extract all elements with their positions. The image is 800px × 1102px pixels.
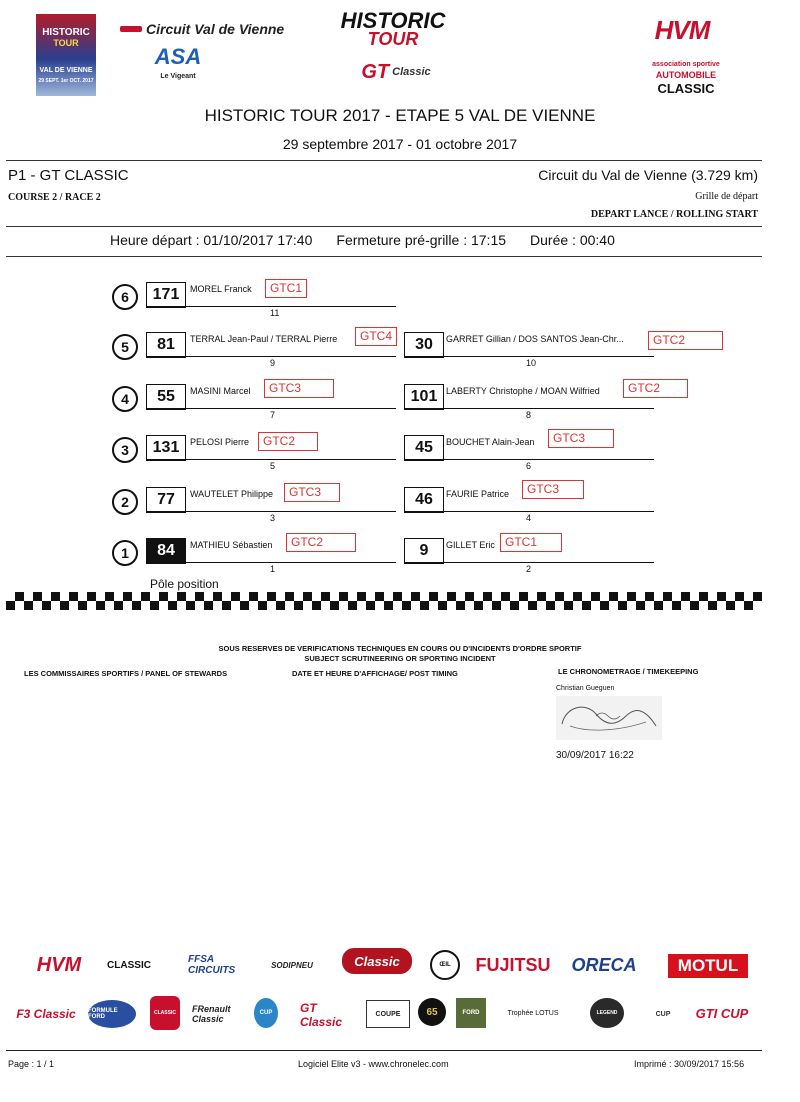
timekeeper-date: 30/09/2017 16:22 xyxy=(556,750,634,761)
class-badge: GTC2 xyxy=(258,432,318,451)
driver-name: MASINI Marcel xyxy=(190,386,251,396)
circuit-label: Circuit du Val de Vienne (3.729 km) xyxy=(538,167,758,183)
checkered-flag-band xyxy=(6,592,762,610)
f3-classic-logo: F3 Classic xyxy=(16,1007,76,1021)
reserve-line1: SOUS RESERVES DE VERIFICATIONS TECHNIQUES EN COURS OU D'INCIDENTS D'ORDRE SPORTIF xyxy=(218,644,582,653)
class-badge: GTC2 xyxy=(623,379,688,398)
gti-cup-logo: GTI CUP xyxy=(695,1005,749,1021)
class-badge: GTC4 xyxy=(355,327,397,346)
asac-line1: association sportive xyxy=(652,60,720,68)
class-badge: GTC3 xyxy=(522,480,584,499)
poster-line4: 29 SEPT. 1er OCT. 2017 xyxy=(38,78,94,84)
class-badge: GTC2 xyxy=(648,331,723,350)
motul-sponsor-logo: MOTUL xyxy=(668,954,748,978)
pole-position-label: Pôle position xyxy=(150,577,219,591)
asa-logo xyxy=(150,46,206,88)
grid-position: 5 xyxy=(270,461,276,471)
grid-slot-line xyxy=(404,356,654,357)
class-badge: GTC3 xyxy=(548,429,614,448)
event-dates: 29 septembre 2017 - 01 octobre 2017 xyxy=(282,136,518,152)
duration: Durée : 00:40 xyxy=(530,232,615,248)
grid-slot-line xyxy=(404,511,654,512)
car-number: 55 xyxy=(146,384,186,410)
hvm-sponsor-logo: HVM xyxy=(36,953,82,976)
page-number: Page : 1 / 1 xyxy=(8,1059,55,1069)
grid-row-number: 1 xyxy=(112,540,138,566)
car-number: 131 xyxy=(146,435,186,461)
event-poster-logo xyxy=(36,14,96,96)
grid-position: 10 xyxy=(526,358,537,368)
grid-slot-line xyxy=(404,562,654,563)
poster-line2: TOUR xyxy=(53,38,79,48)
asa-logo-main: ASA xyxy=(154,44,202,69)
classic-shield-logo: CLASSIC xyxy=(150,996,180,1030)
circuit-val-de-vienne-logo xyxy=(120,20,290,38)
grid-title: Grille de départ xyxy=(695,191,758,202)
class-badge: GTC1 xyxy=(500,533,562,552)
car-number: 46 xyxy=(404,487,444,513)
pole-car-number: 84 xyxy=(146,538,186,564)
divider xyxy=(6,256,762,257)
frenault-classic-logo: FRenault Classic xyxy=(192,1004,231,1024)
classic-badge-logo: Classic xyxy=(342,948,412,974)
grid-row-number: 2 xyxy=(112,489,138,515)
cup-badge-logo: CUP xyxy=(254,998,278,1028)
driver-name: GILLET Eric xyxy=(446,540,495,550)
class-badge: GTC3 xyxy=(264,379,334,398)
grid-slot-line xyxy=(146,306,396,307)
grid-slot-line xyxy=(146,408,396,409)
grid-position: 3 xyxy=(270,513,276,523)
category-label: P1 - GT CLASSIC xyxy=(8,167,129,184)
car-number: 77 xyxy=(146,487,186,513)
driver-name: TERRAL Jean-Paul / TERRAL Pierre xyxy=(190,334,338,344)
start-time: Heure départ : 01/10/2017 17:40 xyxy=(110,232,313,248)
asac-line2: AUTOMOBILE xyxy=(655,69,717,80)
timekeeper-name: Christian Gueguen xyxy=(556,685,615,692)
asac-line3: CLASSIC xyxy=(657,80,715,96)
asa-classic-logo xyxy=(646,60,726,96)
grid-position: 7 xyxy=(270,410,276,420)
grid-slot-line xyxy=(146,562,396,563)
poster-line1: HISTORIC xyxy=(42,27,90,38)
driver-name: WAUTELET Philippe xyxy=(190,489,274,499)
grid-position: 9 xyxy=(270,358,276,368)
driver-name: FAURIE Patrice xyxy=(446,489,510,499)
formule-ford-logo: FORMULE FORD xyxy=(88,1000,136,1028)
grid-position: 4 xyxy=(526,513,532,523)
65-badge-logo: 65 xyxy=(418,998,446,1026)
page-title: HISTORIC TOUR 2017 - ETAPE 5 VAL DE VIENNE xyxy=(204,106,596,125)
grid-slot-line xyxy=(146,459,396,460)
sodipneu-sponsor-logo: SODIPNEU xyxy=(271,960,313,970)
pregrid-close: Fermeture pré-grille : 17:15 xyxy=(336,232,507,248)
cup-text-logo: CUP xyxy=(655,1010,671,1018)
grid-position: 6 xyxy=(526,461,532,471)
software-credit: Logiciel Elite v3 - www.chronelec.com xyxy=(298,1059,449,1069)
timekeeping-label: LE CHRONOMETRAGE / TIMEKEEPING xyxy=(558,667,699,676)
historic-logo-word2: TOUR xyxy=(367,29,419,49)
driver-name: BOUCHET Alain-Jean xyxy=(446,437,535,447)
printed-date: Imprimé : 30/09/2017 15:56 xyxy=(634,1059,745,1069)
grid-row-number: 5 xyxy=(112,334,138,360)
driver-name: GARRET Gillian / DOS SANTOS Jean-Chr... xyxy=(446,334,624,344)
signature-image xyxy=(556,696,662,740)
gt-classic-sponsor-logo: GT Classic xyxy=(300,1001,343,1029)
car-number: 45 xyxy=(404,435,444,461)
posting-label: DATE ET HEURE D'AFFICHAGE/ POST TIMING xyxy=(292,669,458,678)
driver-name: LABERTY Christophe / MOAN Wilfried xyxy=(446,386,600,396)
car-number: 171 xyxy=(146,282,186,308)
grid-row-number: 3 xyxy=(112,437,138,463)
car-number: 81 xyxy=(146,332,186,358)
grid-slot-line xyxy=(404,408,654,409)
circuit-logo-text: Circuit Val de Vienne xyxy=(146,21,285,37)
grid-row-number: 4 xyxy=(112,386,138,412)
grid-row-number: 6 xyxy=(112,284,138,310)
divider xyxy=(6,226,762,227)
fujitsu-sponsor-logo: FUJITSU xyxy=(475,954,551,975)
class-badge: GTC2 xyxy=(286,533,356,552)
grid-slot-line xyxy=(146,356,396,357)
stewards-label: LES COMMISSAIRES SPORTIFS / PANEL OF STEWARDS xyxy=(24,669,228,678)
driver-name: MATHIEU Sébastien xyxy=(190,540,273,550)
coupe-logo: COUPE xyxy=(366,1000,410,1028)
car-number: 101 xyxy=(404,384,444,410)
classic-sponsor-logo: CLASSIC xyxy=(107,959,151,971)
grid-position: 11 xyxy=(270,308,280,318)
timing-bar xyxy=(110,232,615,248)
hvm-logo-text: HVM xyxy=(654,14,710,45)
divider xyxy=(6,160,762,161)
driver-name: PELOSI Pierre xyxy=(190,437,250,447)
oreca-sponsor-logo: ORECA xyxy=(571,954,637,975)
ffsa-sponsor-logo: FFSA CIRCUITS xyxy=(188,954,236,976)
car-number: 30 xyxy=(404,332,444,358)
ford-badge-logo: FORD xyxy=(456,998,486,1028)
gt-classic-logo xyxy=(336,56,456,88)
car-number: 9 xyxy=(404,538,444,564)
grid-position: 8 xyxy=(526,410,532,420)
start-type: DEPART LANCE / ROLLING START xyxy=(590,209,758,220)
gt-logo-main: GT xyxy=(361,60,390,83)
legend-badge-logo: LEGEND xyxy=(590,998,624,1028)
reserve-line2: SUBJECT SCRUTINEERING OR SPORTING INCIDENT xyxy=(304,654,496,663)
driver-name: MOREL Franck xyxy=(190,284,252,294)
gt-logo-sub: Classic xyxy=(392,66,431,78)
footer-divider xyxy=(6,1050,762,1051)
historic-tour-logo xyxy=(318,8,468,49)
grid-position: 1 xyxy=(270,564,276,574)
trophee-lotus-logo: Trophée LOTUS xyxy=(507,1009,559,1017)
grid-slot-line xyxy=(404,459,654,460)
class-badge: GTC3 xyxy=(284,483,340,502)
poster-line3: VAL DE VIENNE xyxy=(39,67,93,74)
grid-position: 2 xyxy=(526,564,532,574)
historic-logo-word1: HISTORIC xyxy=(340,8,446,33)
hvm-racing-logo xyxy=(640,14,724,46)
course-label: COURSE 2 / RACE 2 xyxy=(8,192,101,203)
grid-slot-line xyxy=(146,511,396,512)
oeil-sponsor-logo: ŒIL xyxy=(430,950,460,980)
asa-logo-sub: Le Vigeant xyxy=(160,73,196,80)
class-badge: GTC1 xyxy=(265,279,307,298)
